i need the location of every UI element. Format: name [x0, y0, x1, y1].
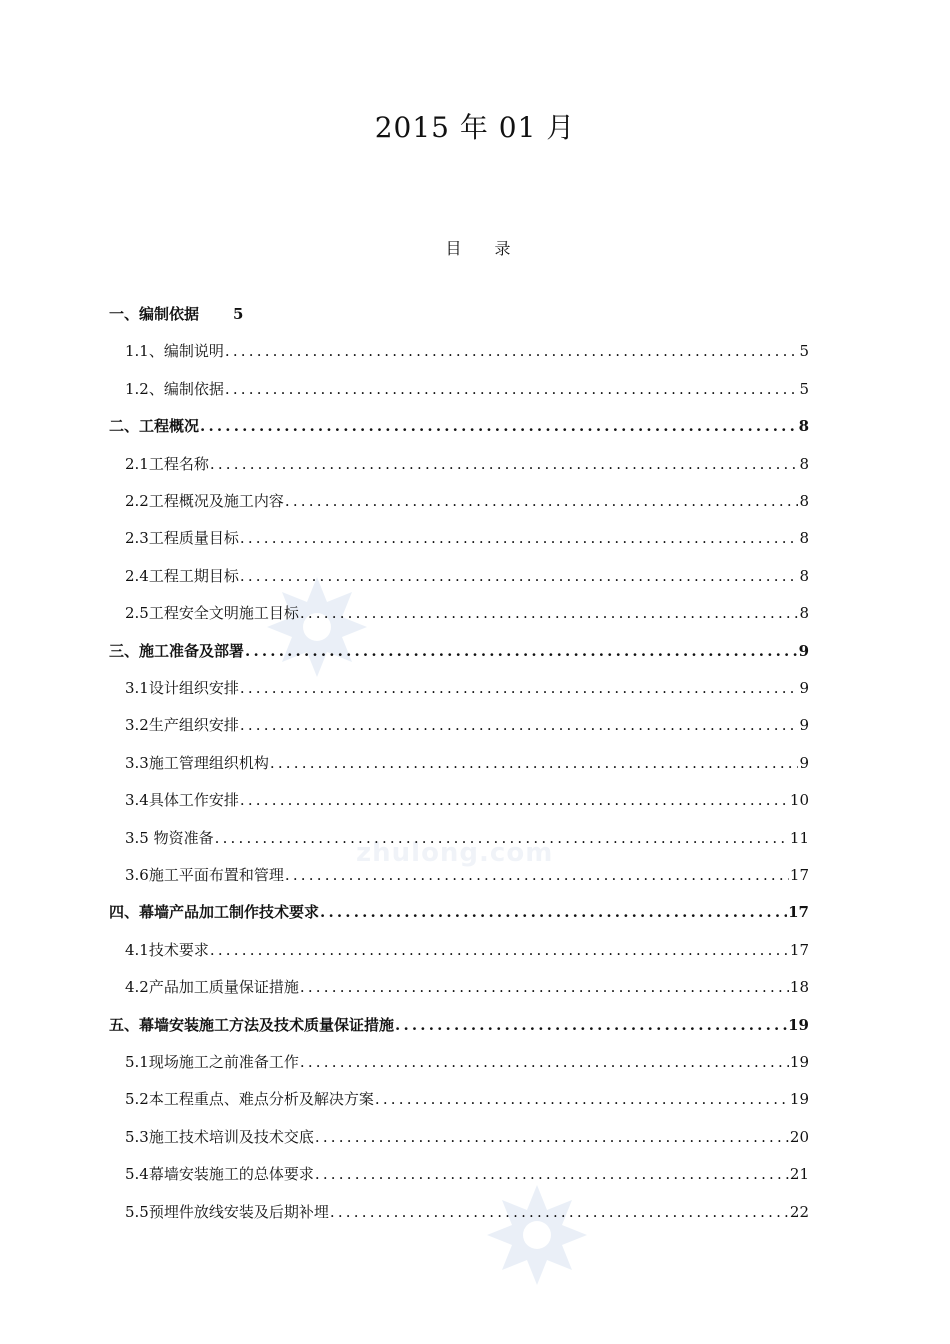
toc-leader-dots	[375, 1087, 789, 1111]
toc-entry-page: 9	[799, 679, 809, 697]
toc-entry-page: 9	[798, 641, 809, 660]
toc-entry[interactable]	[125, 489, 809, 513]
toc-entry-title: 2.1工程名称	[125, 454, 209, 473]
toc-entry-page: 5	[233, 305, 244, 323]
toc-entry[interactable]	[109, 1013, 809, 1037]
toc-leader-dots	[210, 452, 799, 476]
toc-entry[interactable]	[109, 639, 809, 663]
toc-entry[interactable]	[109, 414, 809, 438]
toc-entry-page: 19	[788, 1015, 809, 1034]
toc-entry[interactable]	[109, 900, 809, 924]
toc-leader-dots	[245, 639, 798, 663]
toc-entry-title: 3.6施工平面布置和管理	[125, 866, 284, 884]
toc-entry-title: 5.2本工程重点、难点分析及解决方案	[125, 1090, 374, 1109]
toc-entry[interactable]	[109, 302, 809, 326]
toc-leader-dots	[395, 1013, 787, 1037]
toc-entry-page: 9	[799, 753, 809, 772]
toc-entry-page: 8	[799, 566, 809, 585]
toc-entry[interactable]	[125, 339, 809, 363]
toc-entry-page: 17	[788, 903, 809, 922]
toc-leader-dots	[330, 1200, 789, 1224]
toc-entry-page: 8	[798, 417, 809, 436]
toc-entry-title: 3.1设计组织安排	[125, 679, 239, 697]
toc-entry-page: 19	[789, 1090, 809, 1109]
toc-leader-dots	[315, 1125, 789, 1149]
toc-entry-title: 5.3施工技术培训及技术交底	[125, 1127, 314, 1146]
toc-title: 目 录	[445, 239, 525, 258]
toc-entry-page: 8	[799, 492, 809, 510]
toc-entry-title: 3.3施工管理组织机构	[125, 753, 269, 772]
toc-entry[interactable]	[125, 1050, 809, 1074]
toc-entry-title: 2.5工程安全文明施工目标	[125, 604, 299, 623]
toc-entry-title: 二、工程概况	[109, 417, 200, 436]
toc-entry-page: 8	[799, 454, 809, 473]
toc-entry-title: 4.1技术要求	[125, 940, 209, 959]
watermark-text: zhulong.com	[356, 838, 554, 868]
toc-entry[interactable]	[125, 788, 809, 812]
toc-entry-title: 3.2生产组织安排	[125, 716, 239, 735]
toc-leader-dots	[240, 564, 799, 588]
toc-entry[interactable]	[125, 601, 809, 625]
toc-entry-title: 1.2、编制依据	[125, 379, 224, 398]
toc-entry-title: 5.5预埋件放线安装及后期补埋	[125, 1202, 329, 1221]
toc-entry-page: 17	[789, 940, 809, 959]
toc-entry[interactable]	[125, 1200, 809, 1224]
toc-entry-title: 2.4工程工期目标	[125, 566, 239, 585]
toc-entry-page: 5	[799, 342, 809, 361]
toc-leader-dots	[240, 788, 789, 812]
toc-leader-dots	[225, 377, 799, 401]
toc-entry-title: 5.1现场施工之前准备工作	[125, 1053, 299, 1071]
toc-leader-dots	[240, 713, 799, 737]
watermark-logo-icon	[262, 572, 372, 682]
toc-leader-dots	[300, 1050, 789, 1074]
toc-entry-page: 18	[789, 978, 809, 997]
toc-leader-dots	[270, 751, 799, 775]
toc-leader-dots	[215, 826, 789, 850]
toc-entry[interactable]	[125, 1162, 809, 1186]
toc-entry-title: 三、施工准备及部署	[109, 641, 245, 660]
toc-entry-title: 3.4具体工作安排	[125, 791, 239, 810]
toc-entry-title: 2.2工程概况及施工内容	[125, 492, 284, 510]
toc-entry-page: 19	[789, 1053, 809, 1071]
watermark-logo-icon	[482, 1180, 592, 1290]
toc-entry-page: 11	[789, 828, 809, 847]
toc-entry-title: 2.3工程质量目标	[125, 529, 239, 548]
toc-entry-title: 五、幕墙安装施工方法及技术质量保证措施	[109, 1015, 395, 1034]
toc-entry-page: 17	[789, 866, 809, 884]
toc-entry[interactable]	[125, 826, 809, 850]
toc-entry[interactable]	[125, 863, 809, 887]
toc-entry-title: 1.1、编制说明	[125, 342, 224, 361]
toc-leader-dots	[285, 489, 799, 513]
toc-entry[interactable]	[125, 713, 809, 737]
toc-entry-page: 9	[799, 716, 809, 735]
toc-entry[interactable]	[125, 377, 809, 401]
toc-entry[interactable]	[125, 938, 809, 962]
toc-leader-dots	[240, 676, 799, 700]
toc-leader-dots	[225, 339, 799, 363]
toc-entry[interactable]	[125, 1125, 809, 1149]
toc-leader-dots	[300, 975, 789, 999]
toc-entry[interactable]	[125, 975, 809, 999]
toc-entry-page: 22	[789, 1202, 809, 1221]
toc-entry-title: 4.2产品加工质量保证措施	[125, 978, 299, 997]
toc-leader-dots	[240, 526, 799, 550]
toc-entry-page: 8	[799, 529, 809, 548]
toc-entry[interactable]	[125, 751, 809, 775]
toc-entry-page: 8	[799, 604, 809, 623]
toc-leader-dots	[320, 900, 787, 924]
toc-entry-page: 20	[789, 1127, 809, 1146]
toc-entry-page: 21	[789, 1165, 809, 1184]
toc-entry[interactable]	[125, 676, 809, 700]
toc-entry-page: 5	[799, 379, 809, 398]
toc-leader-dots	[315, 1162, 789, 1186]
toc-leader-dots	[200, 414, 798, 438]
toc-leader-dots	[285, 863, 789, 887]
toc-entry-title: 四、幕墙产品加工制作技术要求	[109, 903, 320, 922]
toc-entry-title: 一、编制依据	[109, 305, 200, 323]
toc-entry-page: 10	[789, 791, 809, 810]
toc-entry-title: 3.5 物资准备	[125, 828, 214, 847]
toc-entry[interactable]	[125, 452, 809, 476]
toc-entry[interactable]	[125, 1087, 809, 1111]
toc-entry[interactable]	[125, 564, 809, 588]
toc-leader-dots	[210, 938, 789, 962]
toc-entry[interactable]	[125, 526, 809, 550]
document-date: 2015 年 01 月	[374, 111, 576, 144]
toc-entry-title: 5.4幕墙安装施工的总体要求	[125, 1165, 314, 1184]
toc-leader-dots	[300, 601, 799, 625]
